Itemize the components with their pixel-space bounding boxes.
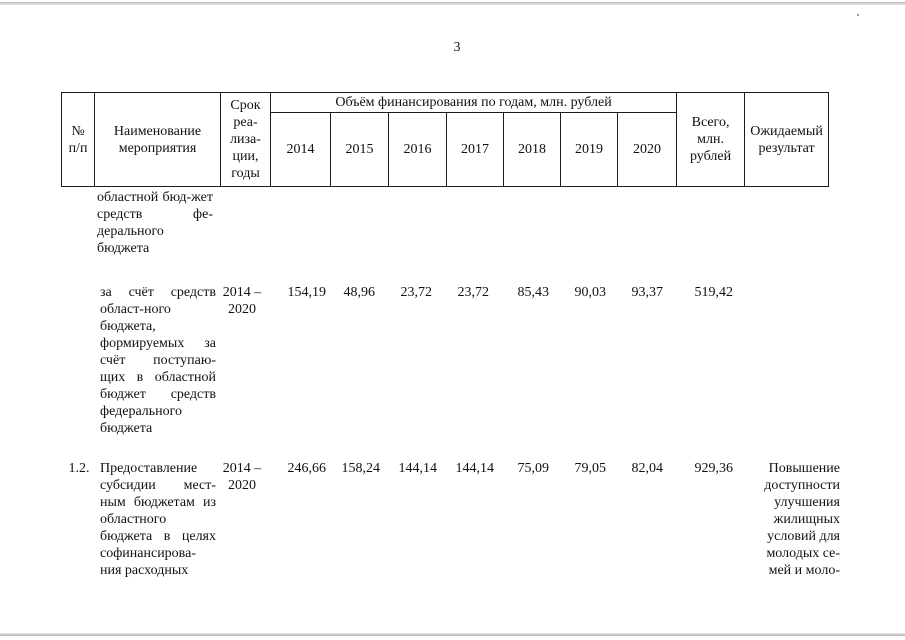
row-value: 154,19 (287, 285, 326, 300)
row-value: 75,09 (517, 461, 549, 476)
row-value: 23,72 (400, 285, 432, 300)
row-value: 48,96 (343, 285, 375, 300)
header-year: 2018 (504, 113, 561, 187)
row-value: 23,72 (457, 285, 489, 300)
header-year: 2014 (271, 113, 331, 187)
row-name: за счёт средств област-ного бюджета, формируемых за счёт поступаю-щих в областной бюджет средств федерального бюджета (100, 285, 216, 436)
header-year: 2015 (331, 113, 389, 187)
row-value: 85,43 (517, 285, 549, 300)
row-result: Повышение доступности улучшения жилищных условий для молодых се-мей и моло- (764, 461, 840, 578)
row-total: 519,42 (694, 285, 733, 300)
scan-edge-bottom (0, 633, 905, 636)
header-year: 2016 (389, 113, 447, 187)
row-value: 246,66 (287, 461, 326, 476)
row-period: 2014 – 2020 (222, 285, 262, 317)
row-value: 82,04 (631, 461, 663, 476)
row-value: 144,14 (455, 461, 494, 476)
row-value: 90,03 (574, 285, 606, 300)
row-value: 144,14 (398, 461, 437, 476)
header-result: Ожидаемый результат (745, 93, 829, 187)
row-value: 79,05 (574, 461, 606, 476)
header-year: 2020 (618, 113, 677, 187)
table-header (61, 92, 829, 187)
header-year: 2019 (561, 113, 618, 187)
header-name: Наименование мероприятия (95, 93, 221, 187)
row-value: 93,37 (631, 285, 663, 300)
row-total: 929,36 (694, 461, 733, 476)
row-period: 2014 – 2020 (222, 461, 262, 493)
row-name: Предоставление субсидии мест-ным бюджетам из областного бюджета в целях софинансирова-ния расходных (100, 461, 216, 578)
scan-edge-top (0, 2, 905, 5)
header-funding: Объём финансирования по годам, млн. рублей (271, 93, 677, 113)
header-year: 2017 (447, 113, 504, 187)
row-value: 158,24 (341, 461, 380, 476)
page-number: 3 (453, 40, 461, 55)
row-name: областной бюд-жет средств фе-дерального бюджета (97, 190, 213, 256)
header-total: Всего, млн. рублей (677, 93, 745, 187)
row-num: 1.2. (68, 461, 90, 476)
header-num: № п/п (62, 93, 95, 187)
header-period: Срок реа-лиза-ции, годы (221, 93, 271, 187)
scan-speck (857, 14, 859, 16)
